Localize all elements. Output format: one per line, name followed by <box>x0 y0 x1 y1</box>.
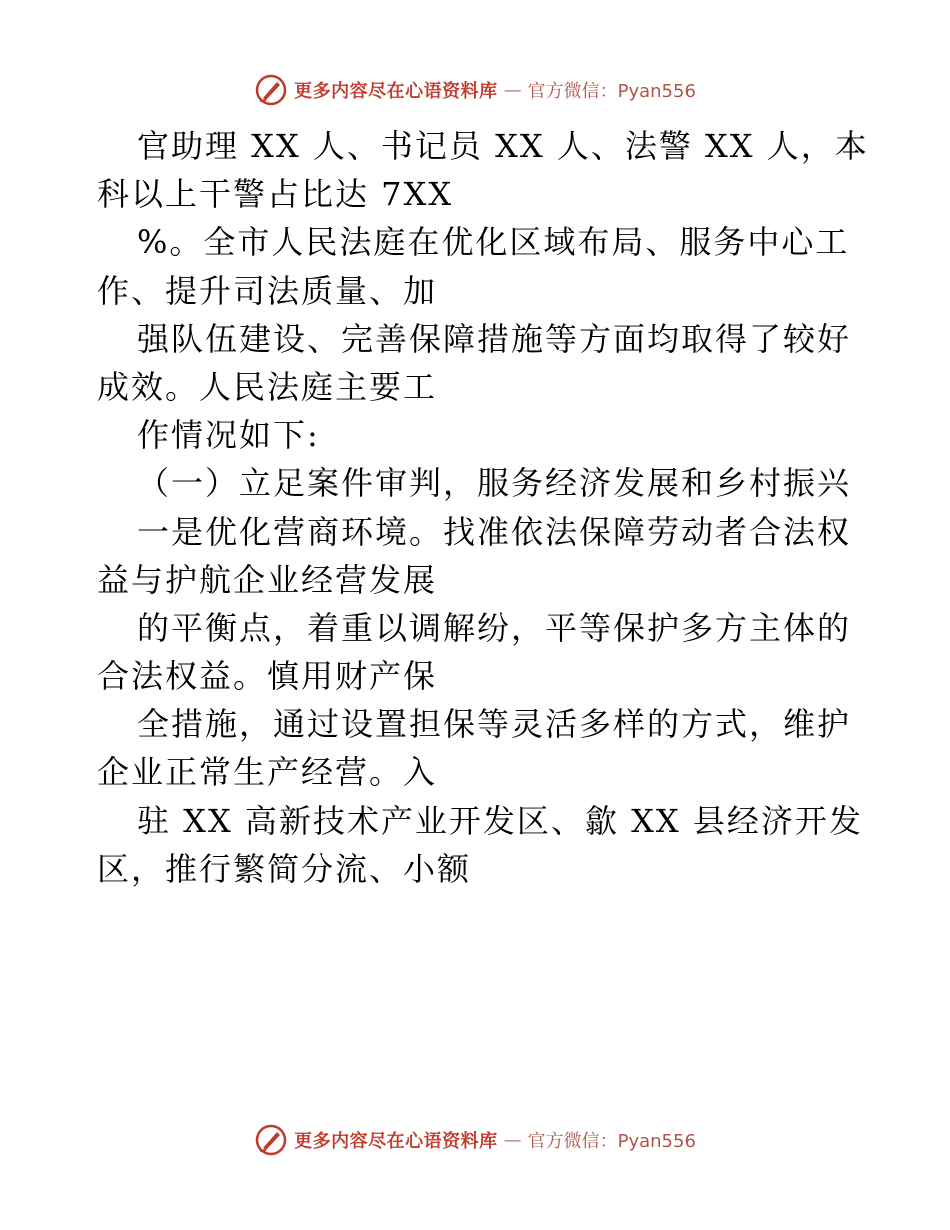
footer-watermark <box>0 1120 950 1160</box>
text-line: %。全市人民法庭在优化区域布局、服务中心工 <box>137 223 850 262</box>
text-line: 全措施，通过设置担保等灵活多样的方式，维护 <box>137 705 852 744</box>
text-line: 作情况如下: <box>137 416 320 455</box>
watermark-separator: — <box>503 79 522 101</box>
text-line: 官助理 XX 人、书记员 XX 人、法警 XX 人，本 <box>137 127 869 165</box>
text-line: 成效。人民法庭主要工 <box>97 367 438 406</box>
header-watermark <box>0 70 950 110</box>
text-line: 益与护航企业经营发展 <box>97 560 438 599</box>
watermark-contact: 官方微信：Pyan556 <box>527 81 696 102</box>
watermark-text: 更多内容尽在心语资料库 <box>294 1131 498 1152</box>
text-line: 作、提升司法质量、加 <box>97 271 438 310</box>
watermark-separator: — <box>503 1129 522 1151</box>
text-line: 驻 XX 高新技术产业开发区、歙 XX 县经济开发 <box>137 801 863 840</box>
watermark-contact: 官方微信：Pyan556 <box>527 1131 696 1152</box>
text-line: 一是优化营商环境。找准依法保障劳动者合法权 <box>137 512 852 551</box>
document-body <box>97 122 869 893</box>
quill-logo-icon <box>254 1123 288 1157</box>
section-heading: （一）立足案件审判，服务经济发展和乡村振兴 <box>137 464 852 503</box>
text-line: 企业正常生产经营。入 <box>97 753 438 792</box>
text-line: 科以上干警占比达 7XX <box>97 175 454 214</box>
text-line: 的平衡点，着重以调解纷，平等保护多方主体的 <box>137 608 852 647</box>
watermark-text: 更多内容尽在心语资料库 <box>294 81 498 102</box>
quill-logo-icon <box>254 73 288 107</box>
text-line: 强队伍建设、完善保障措施等方面均取得了较好 <box>137 319 852 358</box>
text-line: 合法权益。慎用财产保 <box>97 657 438 696</box>
text-line: 区，推行繁简分流、小额 <box>97 849 472 888</box>
